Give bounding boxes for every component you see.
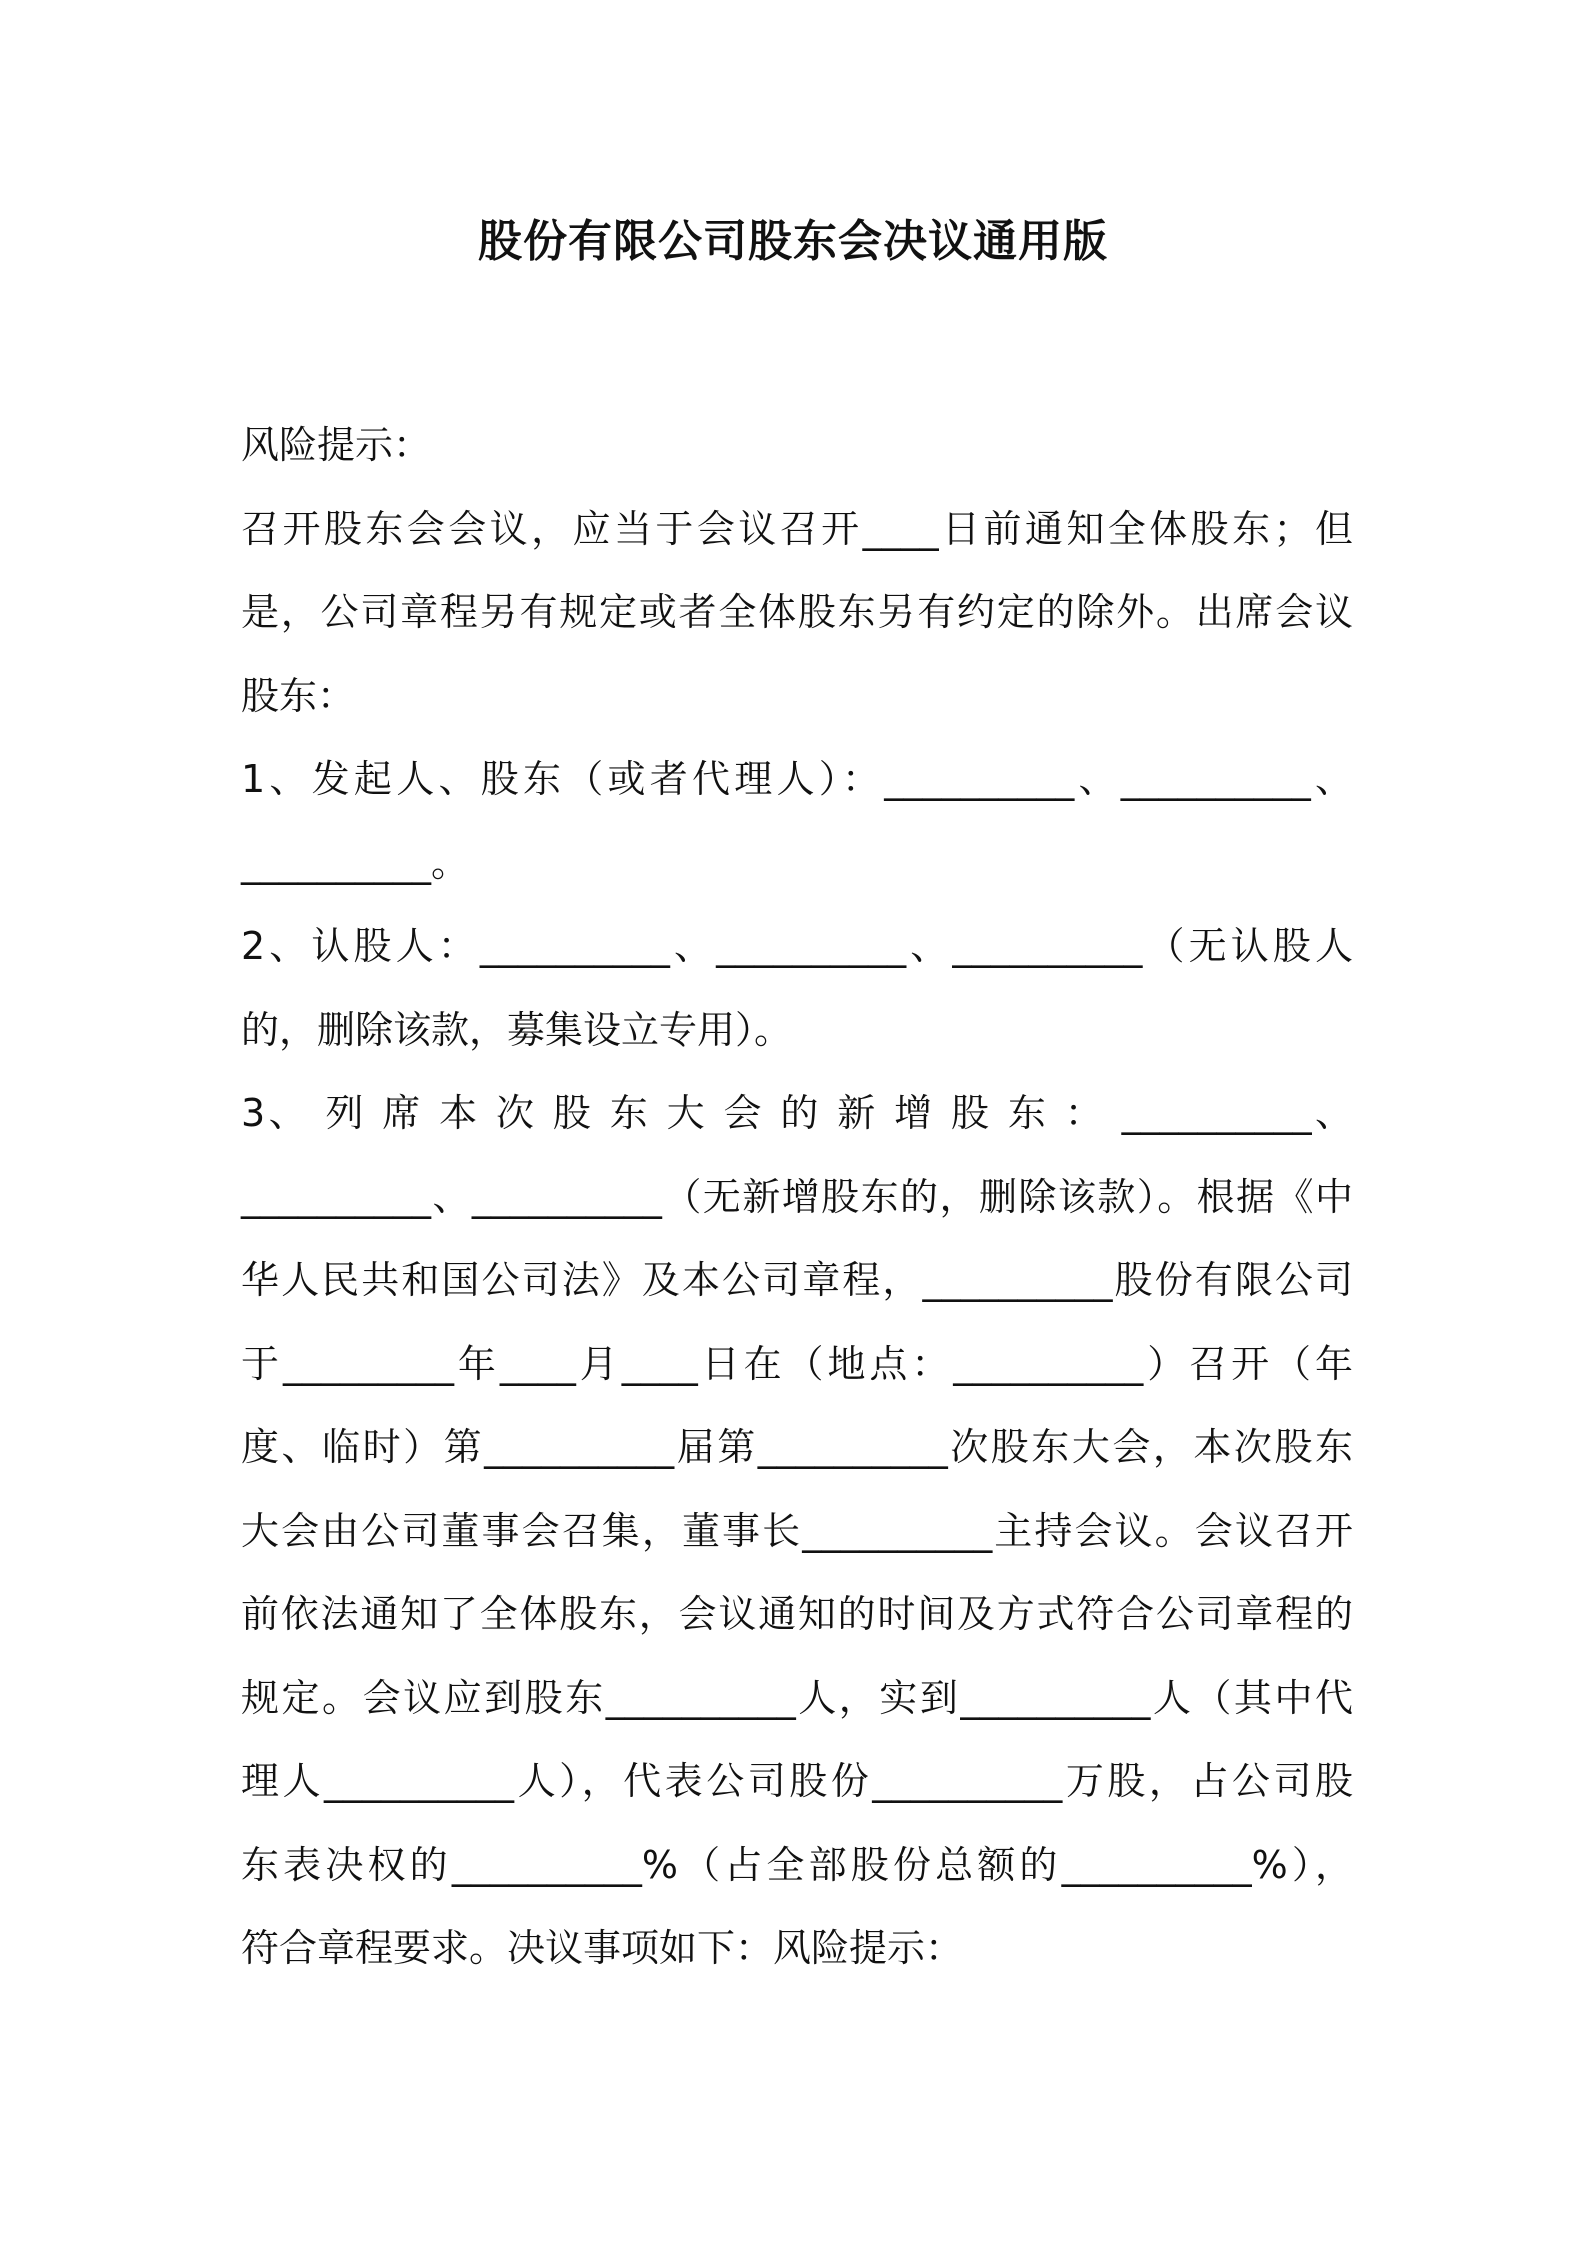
paragraph-line: __________、__________（无新增股东的，删除该款）。根据《中 (241, 1174, 1353, 1219)
paragraph-line: 于_________年____月____日在（地点：__________）召开（年 (241, 1341, 1353, 1386)
paragraph-line: 是，公司章程另有规定或者全体股东另有约定的除外。出席会议 (241, 590, 1353, 634)
paragraph-line: 规定。会议应到股东__________人，实到__________人（其中代 (241, 1675, 1353, 1720)
paragraph-line: 股东： (241, 673, 356, 718)
document-body (241, 404, 1353, 1991)
paragraph-line: __________。 (241, 840, 470, 885)
document-title: 股份有限公司股东会决议通用版 (478, 216, 1108, 267)
paragraph-line: 理人__________人），代表公司股份__________万股，占公司股 (241, 1759, 1353, 1803)
paragraph-line: 3、 列 席 本 次 股 东 大 会 的 新 增 股 东 ： __________、 (241, 1091, 1353, 1135)
paragraph-line: 度、临时）第__________届第__________次股东大会，本次股东 (241, 1425, 1353, 1469)
paragraph-line: 召开股东会会议，应当于会议召开____日前通知全体股东；但 (241, 506, 1353, 551)
paragraph-line: 符合章程要求。决议事项如下：风险提示： (241, 1926, 964, 1970)
paragraph-line: 1、发起人、股东（或者代理人）：__________、__________、 (241, 757, 1353, 801)
paragraph-line: 前依法通知了全体股东，会议通知的时间及方式符合公司章程的 (241, 1592, 1353, 1636)
paragraph-line: 风险提示： (241, 423, 432, 467)
paragraph-line: 的，删除该款，募集设立专用）。 (241, 1007, 793, 1052)
paragraph-line: 大会由公司董事会召集，董事长__________主持会议。会议召开 (241, 1508, 1353, 1553)
paragraph-line: 2、认股人：__________、__________、__________（无认股人 (241, 924, 1353, 968)
paragraph-line: 华人民共和国公司法》及本公司章程，__________股份有限公司 (241, 1258, 1353, 1302)
paragraph-line: 东表决权的__________%（占全部股份总额的__________%）， (241, 1842, 1353, 1887)
